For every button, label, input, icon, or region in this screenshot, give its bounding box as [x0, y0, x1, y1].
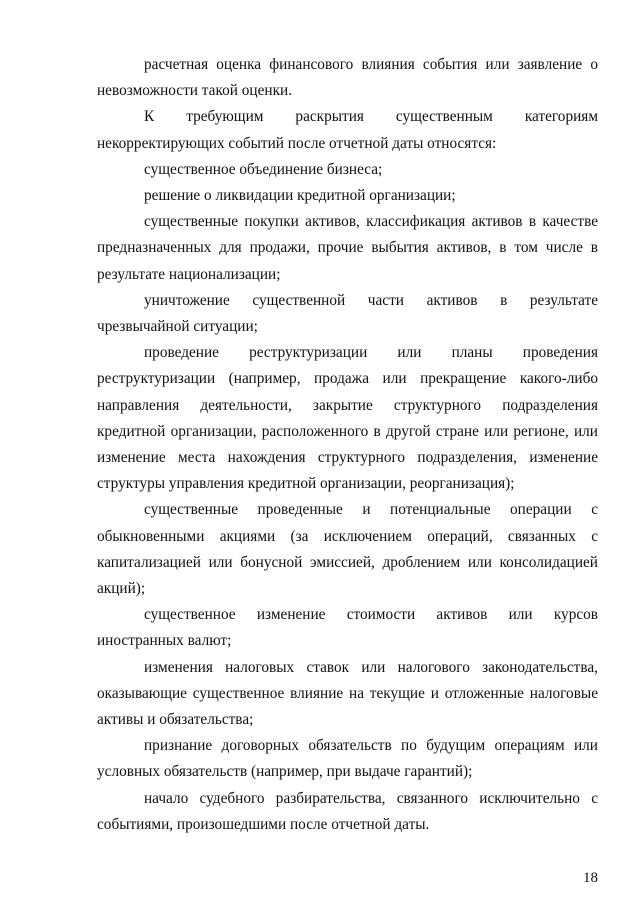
list-item-share-transactions: существенные проведенные и потенциальные операции с обыкновенными акциями (за исключением операций, связанных с капитализацией или бонусной эмиссией, дроблением или консолидацией акций);: [97, 501, 598, 598]
list-item-contractual-obligations: признание договорных обязательств по будущим операциям или условных обязательств (например, при выдаче гарантий);: [97, 737, 598, 781]
list-item-business-combination: существенное объединение бизнеса;: [144, 160, 383, 178]
document-body: [97, 52, 598, 838]
list-item-tax-changes: изменения налоговых ставок или налогового законодательства, оказывающие существенное влияние на текущие и отложенные налоговые активы и обязательства;: [97, 658, 598, 729]
list-item-restructuring: проведение реструктуризации или планы проведения реструктуризации (например, продажа или прекращение какого-либо направления деятельности, закрытие структурного подразделения кредитной организации, расположенного в другой стране или регионе, или изменение места нахождения структурного подразделения, изменение структуры управления кредитной организации, реорганизация);: [97, 344, 598, 493]
list-item-asset-destruction: уничтожение существенной части активов в результате чрезвычайной ситуации;: [97, 291, 598, 336]
list-item-liquidation-decision: решение о ликвидации кредитной организации;: [144, 187, 456, 205]
list-item-value-changes: существенное изменение стоимости активов или курсов иностранных валют;: [97, 606, 598, 650]
paragraph-categories-intro: К требующим раскрытия существенным категориям некорректирующих событий после отчетной даты относятся:: [97, 108, 598, 152]
page-number: 18: [583, 870, 598, 886]
list-item-asset-purchases: существенные покупки активов, классификация активов в качестве предназначенных для продажи, прочие выбытия активов, в том числе в результате национализации;: [97, 213, 598, 283]
list-item-litigation: начало судебного разбирательства, связанного исключительно с событиями, произошедшими после отчетной даты.: [97, 789, 598, 833]
paragraph-impact-estimate: расчетная оценка финансового влияния события или заявление о невозможности такой оценки.: [97, 56, 598, 100]
